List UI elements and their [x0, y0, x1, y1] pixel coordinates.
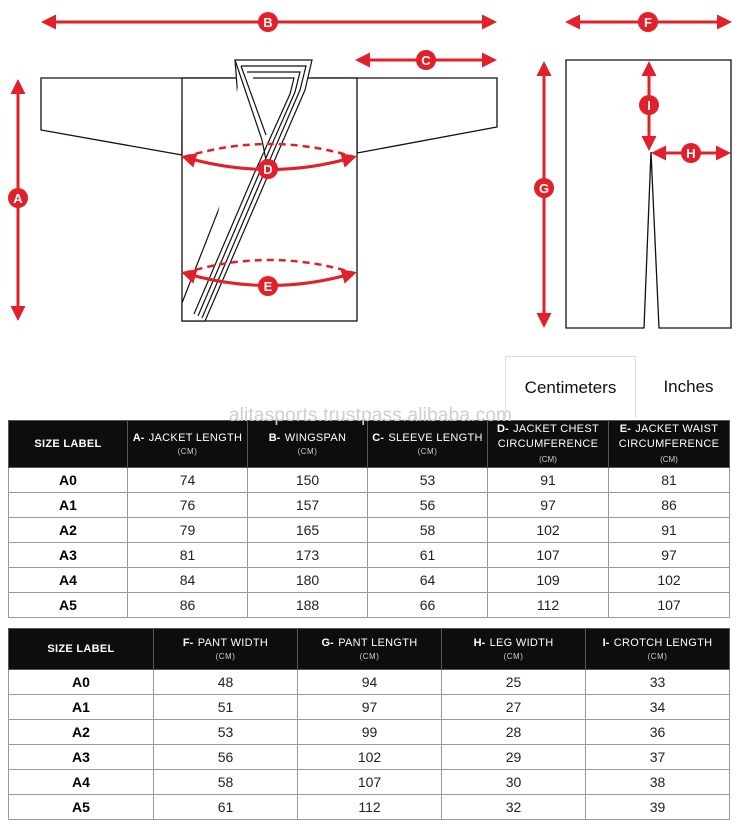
- table-cell: 58: [368, 518, 488, 543]
- table-cell: 107: [609, 593, 730, 618]
- size-label-cell: A1: [9, 493, 128, 518]
- table-row: [9, 468, 730, 493]
- table-cell: 180: [248, 568, 368, 593]
- marker-a: [8, 188, 28, 208]
- table-cell: 36: [586, 720, 730, 745]
- header-pant-width: F- PANT WIDTH (CM): [154, 629, 298, 670]
- watermark: alitasports.trustpass.alibaba.com: [228, 405, 513, 426]
- header-leg-width: H- LEG WIDTH (CM): [442, 629, 586, 670]
- header-jacket-waist: E- JACKET WAIST CIRCUMFERENCE (CM): [609, 421, 730, 468]
- header-jacket-length: A- JACKET LENGTH (CM): [128, 421, 248, 468]
- table-cell: 97: [298, 695, 442, 720]
- table-cell: 29: [442, 745, 586, 770]
- table-cell: 81: [128, 543, 248, 568]
- table-cell: 79: [128, 518, 248, 543]
- svg-text:B: B: [263, 15, 273, 30]
- table-header-row: [9, 629, 730, 670]
- table-cell: 61: [154, 795, 298, 820]
- table-cell: 48: [154, 670, 298, 695]
- header-wingspan: B- WINGSPAN (CM): [248, 421, 368, 468]
- size-label-cell: A4: [9, 770, 154, 795]
- table-cell: 81: [609, 468, 730, 493]
- table-row: [9, 795, 730, 820]
- table-cell: 39: [586, 795, 730, 820]
- table-cell: 109: [488, 568, 609, 593]
- size-label-cell: A3: [9, 543, 128, 568]
- table-cell: 157: [248, 493, 368, 518]
- size-label-cell: A5: [9, 795, 154, 820]
- table-cell: 99: [298, 720, 442, 745]
- table-cell: 102: [609, 568, 730, 593]
- table-cell: 37: [586, 745, 730, 770]
- marker-e: [258, 276, 278, 296]
- table-cell: 165: [248, 518, 368, 543]
- header-jacket-chest: D- JACKET CHEST CIRCUMFERENCE (CM): [488, 421, 609, 468]
- table-cell: 97: [488, 493, 609, 518]
- table-cell: 66: [368, 593, 488, 618]
- svg-text:H: H: [686, 146, 696, 161]
- table-cell: 56: [154, 745, 298, 770]
- table-cell: 58: [154, 770, 298, 795]
- marker-g: [534, 178, 554, 198]
- header-pant-length: G- PANT LENGTH (CM): [298, 629, 442, 670]
- table-row: [9, 770, 730, 795]
- table-cell: 53: [154, 720, 298, 745]
- table-cell: 102: [298, 745, 442, 770]
- tab-inches[interactable]: Inches: [663, 377, 714, 396]
- table-row: [9, 518, 730, 543]
- marker-h: [681, 143, 701, 163]
- table-cell: 112: [298, 795, 442, 820]
- size-label-cell: A0: [9, 670, 154, 695]
- svg-text:A: A: [13, 191, 23, 206]
- table-cell: 56: [368, 493, 488, 518]
- table-row: [9, 670, 730, 695]
- table-cell: 84: [128, 568, 248, 593]
- table-cell: 34: [586, 695, 730, 720]
- table-cell: 61: [368, 543, 488, 568]
- pant-size-table: [8, 628, 730, 820]
- jacket-size-table: [8, 420, 730, 618]
- header-crotch-length: I- CROTCH LENGTH (CM): [586, 629, 730, 670]
- size-label-header: SIZE LABEL: [9, 629, 154, 670]
- table-header-row: [9, 421, 730, 468]
- table-cell: 33: [586, 670, 730, 695]
- table-cell: 86: [609, 493, 730, 518]
- table-row: [9, 543, 730, 568]
- svg-text:I: I: [647, 98, 651, 113]
- table-cell: 30: [442, 770, 586, 795]
- svg-text:C: C: [421, 53, 431, 68]
- size-label-header: SIZE LABEL: [9, 421, 128, 468]
- svg-text:F: F: [644, 15, 652, 30]
- table-cell: 94: [298, 670, 442, 695]
- table-cell: 64: [368, 568, 488, 593]
- table-cell: 112: [488, 593, 609, 618]
- marker-c: [416, 50, 436, 70]
- unit-tabs: [505, 356, 741, 418]
- size-label-cell: A1: [9, 695, 154, 720]
- table-cell: 74: [128, 468, 248, 493]
- marker-d: [258, 159, 278, 179]
- size-label-cell: A3: [9, 745, 154, 770]
- measurement-diagram: [0, 0, 741, 345]
- table-cell: 188: [248, 593, 368, 618]
- table-cell: 38: [586, 770, 730, 795]
- size-label-cell: A4: [9, 568, 128, 593]
- table-cell: 25: [442, 670, 586, 695]
- svg-text:G: G: [538, 181, 550, 196]
- marker-b: [258, 12, 278, 32]
- table-row: [9, 720, 730, 745]
- table-row: [9, 493, 730, 518]
- table-cell: 91: [609, 518, 730, 543]
- table-cell: 53: [368, 468, 488, 493]
- table-cell: 107: [298, 770, 442, 795]
- table-row: [9, 745, 730, 770]
- table-cell: 32: [442, 795, 586, 820]
- table-row: [9, 695, 730, 720]
- table-cell: 86: [128, 593, 248, 618]
- table-row: [9, 593, 730, 618]
- table-row: [9, 568, 730, 593]
- size-label-cell: A2: [9, 720, 154, 745]
- header-sleeve-length: C- SLEEVE LENGTH (CM): [368, 421, 488, 468]
- table-cell: 28: [442, 720, 586, 745]
- marker-i: [639, 95, 659, 115]
- svg-text:E: E: [263, 279, 273, 294]
- table-cell: 91: [488, 468, 609, 493]
- table-cell: 173: [248, 543, 368, 568]
- table-cell: 107: [488, 543, 609, 568]
- table-cell: 27: [442, 695, 586, 720]
- size-label-cell: A0: [9, 468, 128, 493]
- tab-centimeters[interactable]: Centimeters: [505, 356, 636, 418]
- table-cell: 97: [609, 543, 730, 568]
- marker-f: [638, 12, 658, 32]
- size-label-cell: A2: [9, 518, 128, 543]
- table-cell: 150: [248, 468, 368, 493]
- size-label-cell: A5: [9, 593, 128, 618]
- table-cell: 51: [154, 695, 298, 720]
- svg-text:D: D: [263, 162, 273, 177]
- table-cell: 102: [488, 518, 609, 543]
- table-cell: 76: [128, 493, 248, 518]
